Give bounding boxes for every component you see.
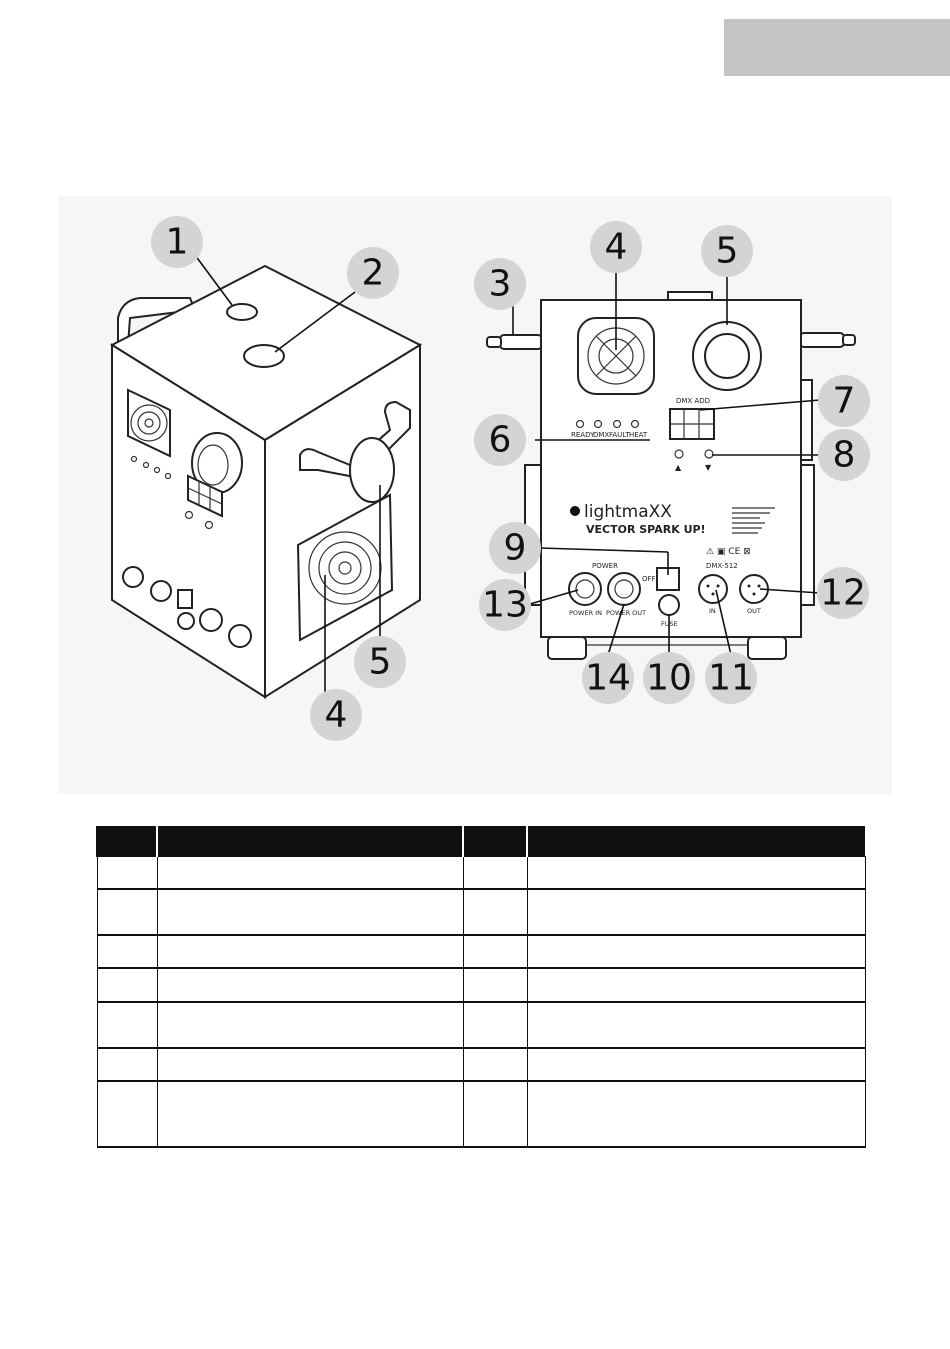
table-header-row xyxy=(97,826,865,857)
svg-text:3: 3 xyxy=(488,263,512,305)
table-cell xyxy=(97,889,157,935)
button-up-arrow: ▲ xyxy=(675,463,682,472)
power-label: POWER xyxy=(592,562,618,570)
fuse-label: FUSE xyxy=(661,620,678,628)
table-cell xyxy=(463,968,527,1002)
callout-8-right xyxy=(818,429,870,481)
dmx-out-label: OUT xyxy=(747,607,761,615)
dmx-addr-label: DMX ADD xyxy=(676,397,711,405)
table-cell xyxy=(463,1002,527,1048)
table-row xyxy=(97,1002,865,1048)
svg-text:8: 8 xyxy=(832,434,856,476)
table-row xyxy=(97,935,865,968)
top-nozzle xyxy=(244,345,284,367)
left-device-view xyxy=(112,252,420,697)
table-row xyxy=(97,968,865,1002)
callout-9-right xyxy=(489,522,541,574)
callout-5-right xyxy=(701,225,753,277)
svg-text:13: 13 xyxy=(482,584,528,626)
fuse-holder xyxy=(659,595,679,615)
dmx512-label: DMX-512 xyxy=(706,562,738,570)
led-label-fault: FAULT xyxy=(609,431,630,439)
table-cell xyxy=(463,1081,527,1147)
power-out-label: POWER OUT xyxy=(606,609,646,617)
button-down-arrow: ▼ xyxy=(705,463,712,472)
callout-4-left xyxy=(310,689,362,741)
table-cell xyxy=(527,935,865,968)
svg-text:5: 5 xyxy=(715,230,739,272)
table-cell xyxy=(157,1048,463,1081)
led-label-heat: HEAT xyxy=(629,431,648,439)
table-cell xyxy=(97,968,157,1002)
callout-5-left xyxy=(354,636,406,688)
compliance-marks: ⚠ ▣ CE ⊠ xyxy=(706,547,751,557)
table-cell xyxy=(527,889,865,935)
table-cell xyxy=(157,1081,463,1147)
svg-text:10: 10 xyxy=(646,657,692,699)
table-cell xyxy=(463,935,527,968)
table-cell xyxy=(463,1048,527,1081)
callout-3-right xyxy=(474,258,526,310)
svg-text:7: 7 xyxy=(832,380,856,422)
power-in-socket xyxy=(569,573,601,605)
svg-text:2: 2 xyxy=(361,252,385,294)
power-in-label: POWER IN xyxy=(569,609,602,617)
callout-11-right xyxy=(705,652,757,704)
header-number-2 xyxy=(463,826,527,857)
callout-14-right xyxy=(582,652,634,704)
off-label: OFF xyxy=(642,575,656,583)
dmx-in-label: IN xyxy=(709,607,716,615)
table-cell xyxy=(527,1048,865,1081)
callout-6-right xyxy=(474,414,526,466)
device-figure xyxy=(58,196,892,794)
header-number-1 xyxy=(97,826,157,857)
page-corner-tab xyxy=(724,19,950,76)
power-out-socket xyxy=(608,573,640,605)
dmx-in-socket xyxy=(699,575,727,603)
svg-text:1: 1 xyxy=(165,221,189,263)
callout-4-right xyxy=(590,221,642,273)
svg-text:4: 4 xyxy=(324,694,348,736)
callout-13-right xyxy=(479,579,531,631)
parts-table xyxy=(96,826,866,1148)
svg-text:5: 5 xyxy=(368,641,392,683)
top-hole xyxy=(227,304,257,320)
table-row xyxy=(97,889,865,935)
table-cell xyxy=(527,857,865,889)
table-cell xyxy=(157,935,463,968)
callout-1-left xyxy=(151,216,203,268)
table-cell xyxy=(97,1048,157,1081)
header-description-1 xyxy=(157,826,463,857)
callout-2-left xyxy=(347,247,399,299)
brand-logo: lightmaXX xyxy=(584,502,672,522)
table-cell xyxy=(157,857,463,889)
callout-10-right xyxy=(643,652,695,704)
table-cell xyxy=(527,968,865,1002)
model-name: VECTOR SPARK UP! xyxy=(586,523,706,536)
table-cell xyxy=(97,1002,157,1048)
table-cell xyxy=(527,1081,865,1147)
callout-7-right xyxy=(818,375,870,427)
led-label-dmx: DMX xyxy=(593,431,610,439)
table-row xyxy=(97,857,865,889)
svg-text:4: 4 xyxy=(604,226,628,268)
table-cell xyxy=(463,889,527,935)
table-row xyxy=(97,1048,865,1081)
svg-text:12: 12 xyxy=(820,572,866,614)
svg-text:6: 6 xyxy=(488,419,512,461)
table-cell xyxy=(157,889,463,935)
svg-text:9: 9 xyxy=(503,527,527,569)
table-cell xyxy=(97,1081,157,1147)
header-description-2 xyxy=(527,826,865,857)
callout-12-right xyxy=(817,567,869,619)
led-label-ready: READY xyxy=(571,431,595,439)
table-row xyxy=(97,1081,865,1147)
table-cell xyxy=(157,968,463,1002)
device-illustration xyxy=(58,196,892,794)
table-cell xyxy=(463,857,527,889)
svg-text:14: 14 xyxy=(585,657,631,699)
table-cell xyxy=(97,857,157,889)
svg-text:11: 11 xyxy=(708,657,754,699)
table-cell xyxy=(97,935,157,968)
table-cell xyxy=(527,1002,865,1048)
table-cell xyxy=(157,1002,463,1048)
right-device-view xyxy=(487,268,855,659)
